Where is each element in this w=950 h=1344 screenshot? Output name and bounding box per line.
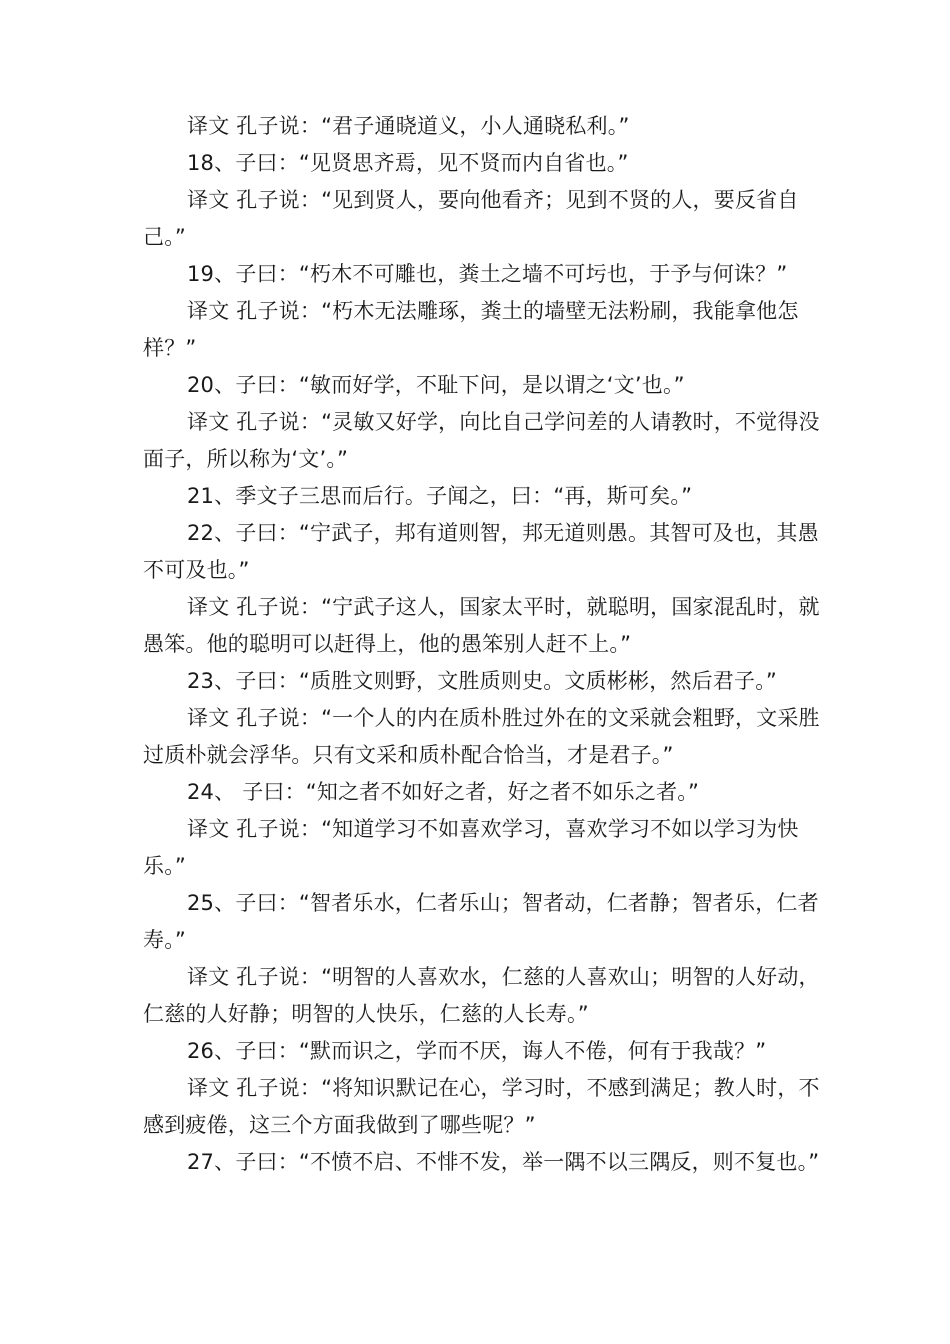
paragraph-translation: 译文 孔子说：“明智的人喜欢水，仁慈的人喜欢山；明智的人好动，仁慈的人好静；明智的人快乐，仁慈的人长寿。” xyxy=(143,965,820,1026)
paragraph-translation: 译文 孔子说：“朽木无法雕琢，粪土的墙壁无法粉刷，我能拿他怎样？” xyxy=(143,299,799,360)
document-body xyxy=(143,108,833,1181)
paragraph-quote-19: 19、子曰：“朽木不可雕也，粪土之墙不可圬也，于予与何诛？” xyxy=(187,262,788,286)
paragraph-quote-27: 27、子曰：“不愤不启、不悱不发，举一隅不以三隅反，则不复也。” xyxy=(187,1150,820,1174)
paragraph-quote-22: 22、子曰：“宁武子，邦有道则智，邦无道则愚。其智可及也，其愚不可及也。” xyxy=(143,521,819,582)
paragraph-translation: 译文 孔子说：“一个人的内在质朴胜过外在的文采就会粗野，文采胜过质朴就会浮华。只有文采和质朴配合恰当，才是君子。” xyxy=(143,706,820,767)
paragraph-translation: 译文 孔子说：“知道学习不如喜欢学习，喜欢学习不如以学习为快乐。” xyxy=(143,817,799,878)
paragraph-translation: 译文 孔子说：“君子通晓道义，小人通晓私利。” xyxy=(187,114,630,138)
paragraph-quote-23: 23、子曰：“质胜文则野，文胜质则史。文质彬彬，然后君子。” xyxy=(187,669,777,693)
paragraph-translation: 译文 孔子说：“灵敏又好学，向比自己学问差的人请教时，不觉得没面子，所以称为‘文’。” xyxy=(143,410,820,471)
paragraph-quote-25: 25、子曰：“智者乐水，仁者乐山；智者动，仁者静；智者乐，仁者寿。” xyxy=(143,891,819,952)
paragraph-translation: 译文 孔子说：“将知识默记在心，学习时，不感到满足；教人时，不感到疲倦，这三个方面我做到了哪些呢？” xyxy=(143,1076,820,1137)
paragraph-quote-18: 18、子曰：“见贤思齐焉，见不贤而内自省也。” xyxy=(187,151,629,175)
paragraph-quote-24: 24、 子曰：“知之者不如好之者，好之者不如乐之者。” xyxy=(187,780,700,804)
paragraph-translation: 译文 孔子说：“宁武子这人，国家太平时，就聪明，国家混乱时，就愚笨。他的聪明可以赶得上，他的愚笨别人赶不上。” xyxy=(143,595,820,656)
paragraph-translation: 译文 孔子说：“见到贤人，要向他看齐；见到不贤的人，要反省自己。” xyxy=(143,188,799,249)
paragraph-quote-26: 26、子曰：“默而识之，学而不厌，诲人不倦，何有于我哉？” xyxy=(187,1039,767,1063)
paragraph-quote-21: 21、季文子三思而后行。子闻之，曰：“再，斯可矣。” xyxy=(187,484,693,508)
paragraph-quote-20: 20、子曰：“敏而好学，不耻下问，是以谓之‘文’也。” xyxy=(187,373,685,397)
